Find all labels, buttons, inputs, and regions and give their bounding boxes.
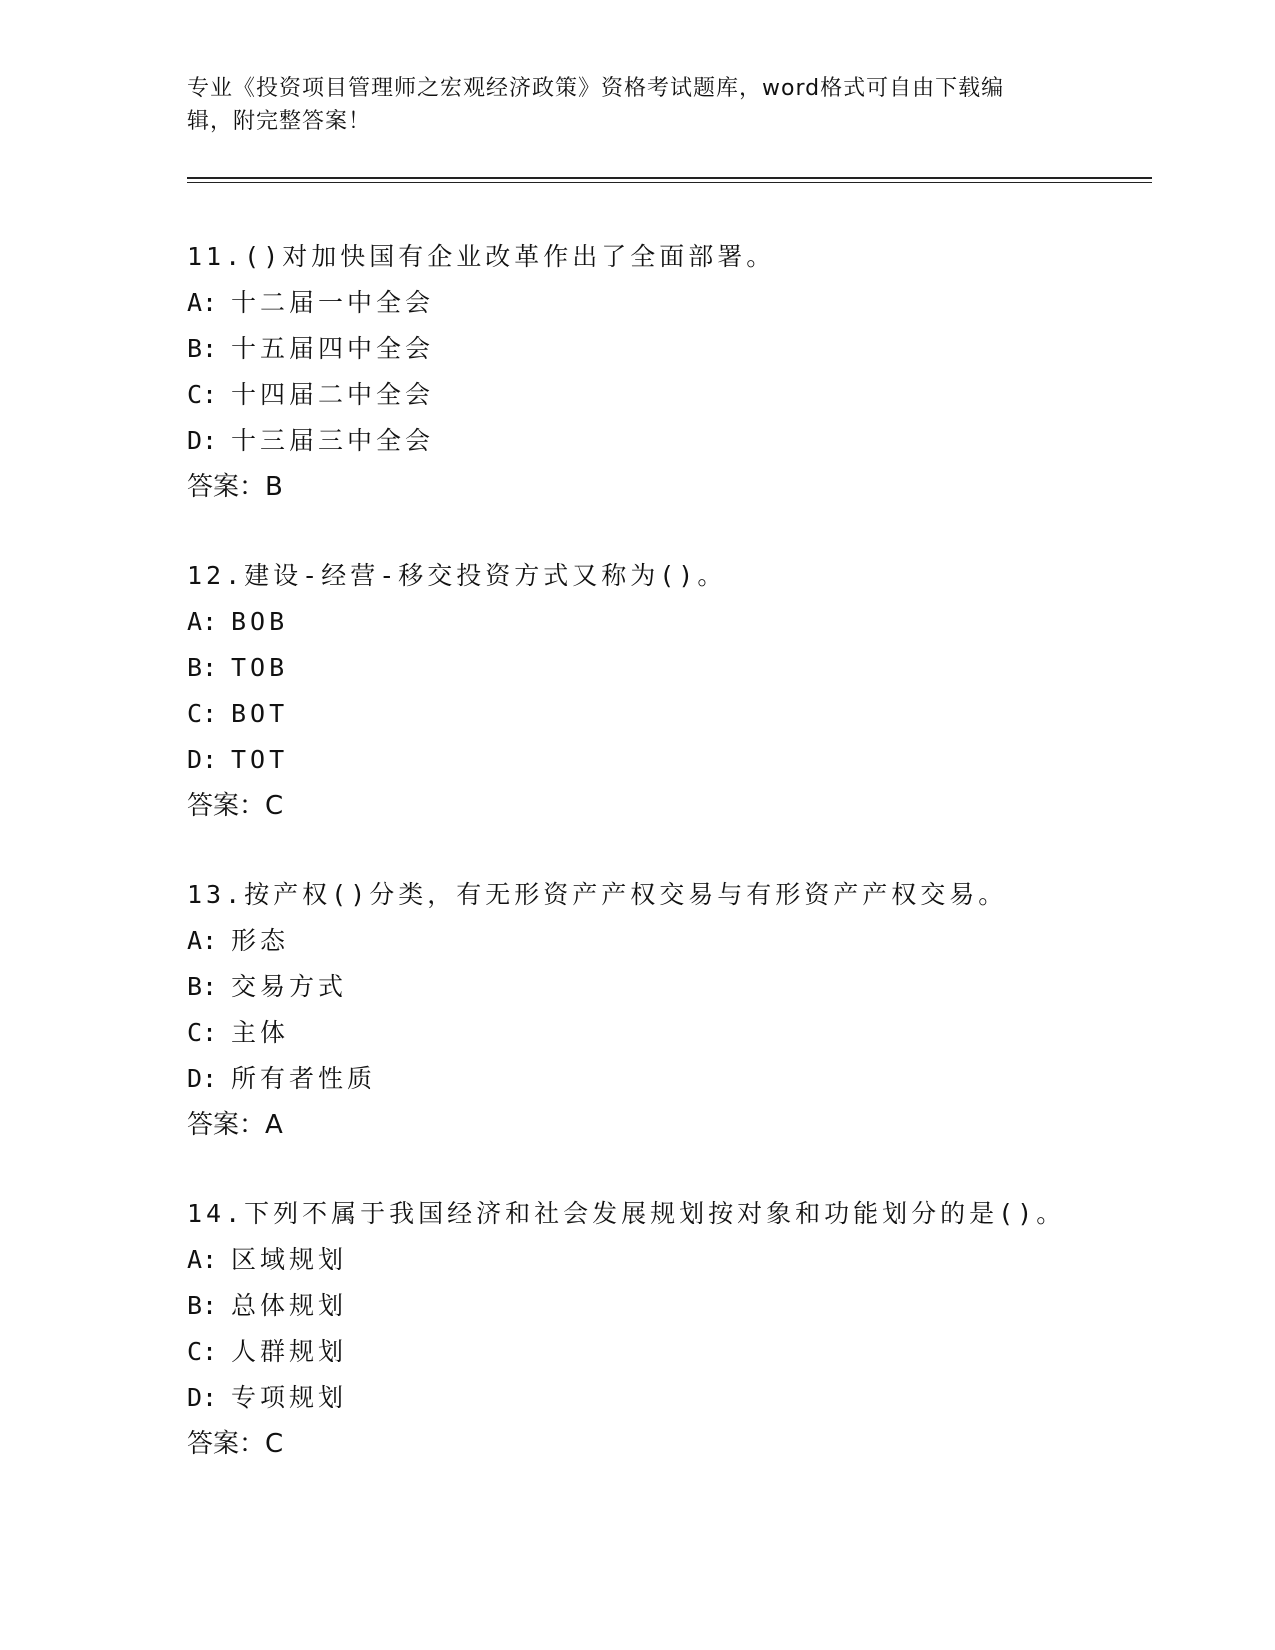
option-text: 区域规划 xyxy=(231,1245,348,1274)
option-key: B: xyxy=(187,1291,218,1320)
question-14 xyxy=(187,1191,1147,1467)
option-text: 十二届一中全会 xyxy=(231,288,435,317)
option-a xyxy=(187,1237,1147,1283)
option-a xyxy=(187,280,1147,326)
option-key: C: xyxy=(187,1337,218,1366)
option-text: BOT xyxy=(231,699,289,728)
option-c xyxy=(187,1010,1147,1056)
option-c xyxy=(187,691,1147,737)
option-text: 人群规划 xyxy=(231,1337,348,1366)
option-key: A: xyxy=(187,1245,218,1274)
option-d xyxy=(187,737,1147,783)
option-text: BOB xyxy=(231,607,289,636)
question-12 xyxy=(187,553,1147,829)
option-key: C: xyxy=(187,380,218,409)
option-c xyxy=(187,372,1147,418)
header-line-2: 辑，附完整答案！ xyxy=(187,109,372,134)
header-divider-top xyxy=(187,177,1152,179)
answer: 答案：C xyxy=(187,791,284,821)
option-b xyxy=(187,326,1147,372)
option-text: 主体 xyxy=(231,1018,290,1047)
header-divider-bottom xyxy=(187,182,1152,183)
option-c xyxy=(187,1329,1147,1375)
option-text: 十三届三中全会 xyxy=(231,426,435,455)
question-11 xyxy=(187,234,1147,510)
option-text: 总体规划 xyxy=(231,1291,348,1320)
option-text: 专项规划 xyxy=(231,1383,348,1412)
question-stem: 14.下列不属于我国经济和社会发展规划按对象和功能划分的是()。 xyxy=(187,1199,1066,1228)
option-text: TOT xyxy=(231,745,289,774)
option-key: A: xyxy=(187,607,218,636)
option-a xyxy=(187,918,1147,964)
option-d xyxy=(187,1375,1147,1421)
header-line-1: 专业《投资项目管理师之宏观经济政策》资格考试题库，word格式可自由下载编 xyxy=(187,76,1005,101)
option-key: B: xyxy=(187,334,218,363)
option-d xyxy=(187,1056,1147,1102)
option-key: A: xyxy=(187,288,218,317)
option-a xyxy=(187,599,1147,645)
option-b xyxy=(187,645,1147,691)
option-key: C: xyxy=(187,699,218,728)
option-text: 所有者性质 xyxy=(231,1064,377,1093)
document-header xyxy=(187,72,1087,138)
option-key: B: xyxy=(187,653,218,682)
option-text: 十四届二中全会 xyxy=(231,380,435,409)
option-key: A: xyxy=(187,926,218,955)
question-stem: 12.建设-经营-移交投资方式又称为()。 xyxy=(187,561,727,590)
answer: 答案：A xyxy=(187,1110,283,1140)
answer: 答案：C xyxy=(187,1429,284,1459)
question-stem: 13.按产权()分类，有无形资产产权交易与有形资产产权交易。 xyxy=(187,880,1008,909)
question-stem: 11.()对加快国有企业改革作出了全面部署。 xyxy=(187,242,776,271)
option-text: 形态 xyxy=(231,926,290,955)
option-key: C: xyxy=(187,1018,218,1047)
option-key: D: xyxy=(187,426,218,455)
option-text: TOB xyxy=(231,653,289,682)
option-text: 十五届四中全会 xyxy=(231,334,435,363)
option-b xyxy=(187,1283,1147,1329)
option-b xyxy=(187,964,1147,1010)
answer: 答案：B xyxy=(187,472,283,502)
option-key: D: xyxy=(187,1064,218,1093)
question-13 xyxy=(187,872,1147,1148)
option-text: 交易方式 xyxy=(231,972,348,1001)
option-key: D: xyxy=(187,1383,218,1412)
option-key: D: xyxy=(187,745,218,774)
option-key: B: xyxy=(187,972,218,1001)
option-d xyxy=(187,418,1147,464)
